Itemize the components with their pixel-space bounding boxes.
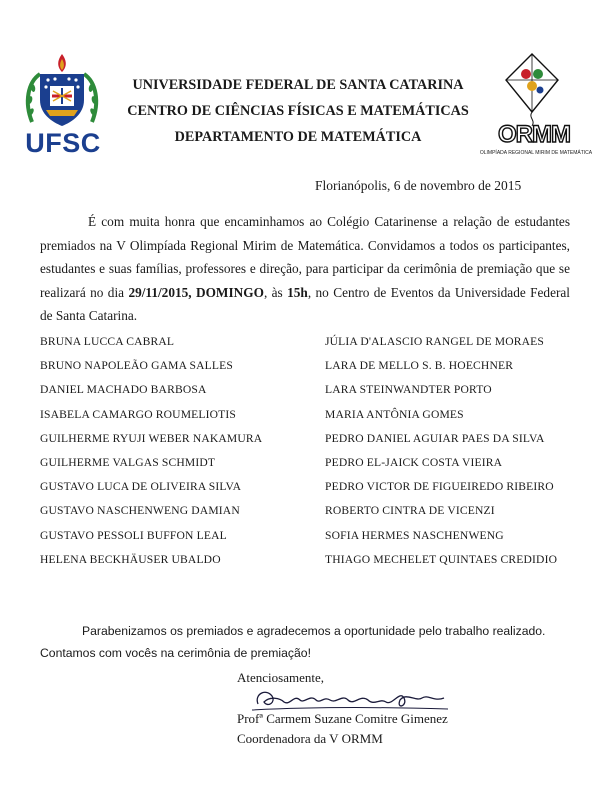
list-item: GUSTAVO NASCHENWENG DAMIAN — [40, 504, 240, 518]
ceremony-time: 15h — [287, 284, 308, 300]
signer-name: Profª Carmem Suzane Comitre Gimenez — [237, 711, 448, 726]
list-item: BRUNA LUCCA CABRAL — [40, 335, 175, 348]
list-item: ISABELA CAMARGO ROUMELIOTIS — [40, 407, 236, 421]
intro-paragraph — [40, 210, 570, 328]
list-item: JÚLIA D'ALASCIO RANGEL DE MORAES — [325, 335, 545, 348]
list-item: HELENA BECKHÄUSER UBALDO — [40, 552, 221, 566]
list-item: BRUNO NAPOLEÃO GAMA SALLES — [40, 359, 233, 373]
list-item: THIAGO MECHELET QUINTAES CREDIDIO — [325, 552, 558, 566]
department-name: DEPARTAMENTO DE MATEMÁTICA — [174, 129, 422, 145]
list-item: GUILHERME RYUJI WEBER NAKAMURA — [40, 431, 263, 445]
ormm-logo-text: ORMM — [498, 121, 570, 148]
list-item: GUILHERME VALGAS SCHMIDT — [40, 455, 216, 469]
intro-text-1: É com muita honra que encaminhamos ao Colégio Catarinense a relação de estudantes premiados na V Olimpíada Regional Mirim de Matemática. Convidamos a todos os participantes, estudantes e suas famílias, professores e direção, para participar da cerimônia de premiação que se realizará no dia — [40, 214, 570, 300]
intro-text-2: , às — [263, 284, 288, 300]
letter-date: Florianópolis, 6 de novembro de 2015 — [315, 178, 522, 193]
regards-text: Atenciosamente, — [237, 670, 324, 685]
signer-role: Coordenadora da V ORMM — [237, 731, 383, 746]
list-item: SOFIA HERMES NASCHENWENG — [325, 528, 504, 542]
closing-paragraph — [40, 620, 560, 664]
list-item: DANIEL MACHADO BARBOSA — [40, 383, 207, 397]
closing-line-2: Contamos com vocês na cerimônia de premiação! — [40, 646, 311, 660]
ufsc-logo-text: UFSC — [25, 128, 101, 158]
students-left-column — [40, 330, 262, 572]
intro-text-3: , no Centro de Eventos da Universidade Federal de Santa Catarina. — [40, 284, 570, 324]
letterhead — [118, 72, 478, 150]
ceremony-date: 29/11/2015, DOMINGO — [128, 284, 264, 300]
students-right-column — [325, 330, 557, 572]
ormm-caption: OLIMPÍADA REGIONAL MIRIM DE MATEMÁTICA — [479, 150, 593, 156]
list-item: PEDRO VICTOR DE FIGUEIREDO RIBEIRO — [325, 480, 554, 494]
list-item: GUSTAVO PESSOLI BUFFON LEAL — [40, 528, 227, 542]
list-item: ROBERTO CINTRA DE VICENZI — [325, 504, 495, 518]
list-item: PEDRO DANIEL AGUIAR PAES DA SILVA — [325, 431, 545, 445]
university-name: UNIVERSIDADE FEDERAL DE SANTA CATARINA — [132, 77, 464, 93]
list-item: PEDRO EL-JAICK COSTA VIEIRA — [325, 455, 503, 469]
center-name: CENTRO DE CIÊNCIAS FÍSICAS E MATEMÁTICAS — [127, 103, 469, 119]
closing-line-1: Parabenizamos os premiados e agradecemos a oportunidade pelo trabalho realizado. — [82, 624, 546, 638]
list-item: GUSTAVO LUCA DE OLIVEIRA SILVA — [40, 480, 242, 494]
list-item: LARA STEINWANDTER PORTO — [325, 383, 492, 397]
list-item: LARA DE MELLO S. B. HOECHNER — [325, 359, 514, 373]
list-item: MARIA ANTÔNIA GOMES — [325, 407, 464, 421]
